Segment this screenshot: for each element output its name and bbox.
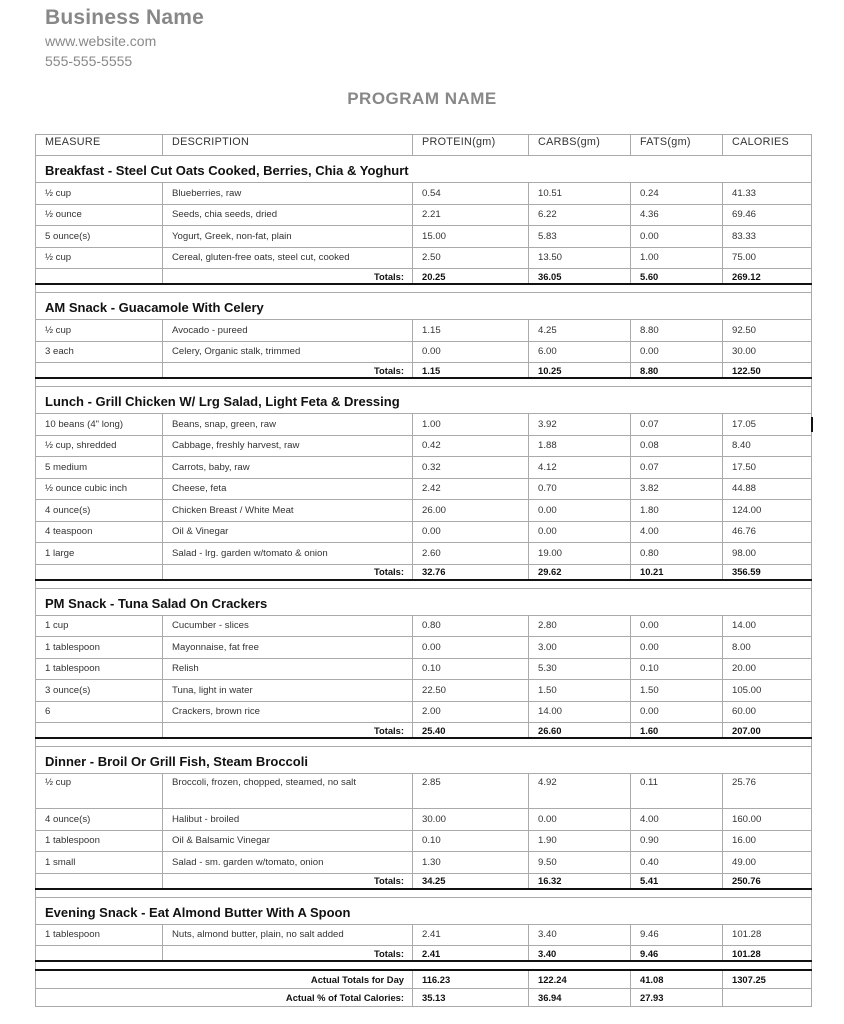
food-item-row [36, 830, 812, 852]
grand-fats: 41.08 [631, 970, 723, 989]
food-item-row [36, 637, 812, 659]
food-protein: 22.50 [413, 680, 529, 702]
food-fats: 4.00 [631, 521, 723, 543]
food-measure: ½ cup [36, 774, 163, 809]
food-item-row [36, 414, 812, 436]
food-calories: 30.00 [723, 341, 812, 363]
food-carbs: 1.50 [529, 680, 631, 702]
food-calories: 92.50 [723, 320, 812, 342]
food-fats: 9.46 [631, 924, 723, 946]
food-item-row [36, 543, 812, 565]
food-description: Mayonnaise, fat free [163, 637, 413, 659]
food-description: Crackers, brown rice [163, 701, 413, 723]
totals-protein: 1.15 [413, 363, 529, 379]
section-spacer [36, 284, 812, 293]
food-protein: 2.41 [413, 924, 529, 946]
food-item-row [36, 478, 812, 500]
food-description: Seeds, chia seeds, dried [163, 204, 413, 226]
totals-carbs: 10.25 [529, 363, 631, 379]
food-protein: 0.54 [413, 183, 529, 205]
food-measure: 1 small [36, 852, 163, 874]
food-protein: 2.00 [413, 701, 529, 723]
meal-section-header [36, 387, 812, 414]
food-description: Oil & Vinegar [163, 521, 413, 543]
food-protein: 0.32 [413, 457, 529, 479]
food-calories: 46.76 [723, 521, 812, 543]
totals-empty-cell [36, 363, 163, 379]
food-measure: 4 teaspoon [36, 521, 163, 543]
section-totals-row [36, 723, 812, 739]
totals-carbs: 16.32 [529, 873, 631, 889]
totals-protein: 2.41 [413, 946, 529, 962]
totals-label: Totals: [163, 946, 413, 962]
spacer-cell [36, 961, 812, 970]
food-calories: 69.46 [723, 204, 812, 226]
food-fats: 0.00 [631, 341, 723, 363]
food-carbs: 14.00 [529, 701, 631, 723]
spacer-cell [36, 580, 812, 589]
food-item-row [36, 247, 812, 269]
grand-carbs: 122.24 [529, 970, 631, 989]
meal-section-title: Breakfast - Steel Cut Oats Cooked, Berries, Chia & Yoghurt [36, 156, 812, 183]
food-fats: 3.82 [631, 478, 723, 500]
food-calories: 14.00 [723, 615, 812, 637]
section-spacer [36, 378, 812, 387]
totals-fats: 9.46 [631, 946, 723, 962]
totals-label: Totals: [163, 873, 413, 889]
food-protein: 1.00 [413, 414, 529, 436]
food-carbs: 4.12 [529, 457, 631, 479]
food-measure: 4 ounce(s) [36, 809, 163, 831]
food-measure: 3 each [36, 341, 163, 363]
food-description: Halibut - broiled [163, 809, 413, 831]
totals-calories: 207.00 [723, 723, 812, 739]
column-header-calories: CALORIES [723, 135, 812, 156]
food-protein: 1.15 [413, 320, 529, 342]
business-website: www.website.com [45, 33, 157, 49]
food-description: Tuna, light in water [163, 680, 413, 702]
food-calories: 41.33 [723, 183, 812, 205]
food-fats: 0.10 [631, 658, 723, 680]
food-description: Nuts, almond butter, plain, no salt added [163, 924, 413, 946]
food-carbs: 2.80 [529, 615, 631, 637]
food-fats: 0.07 [631, 414, 723, 436]
food-fats: 0.80 [631, 543, 723, 565]
food-carbs: 10.51 [529, 183, 631, 205]
food-measure: 3 ounce(s) [36, 680, 163, 702]
totals-fats: 5.41 [631, 873, 723, 889]
food-protein: 0.00 [413, 637, 529, 659]
food-measure: 1 tablespoon [36, 924, 163, 946]
food-item-row [36, 500, 812, 522]
food-calories: 8.00 [723, 637, 812, 659]
food-fats: 0.00 [631, 226, 723, 248]
food-description: Cabbage, freshly harvest, raw [163, 435, 413, 457]
food-calories: 83.33 [723, 226, 812, 248]
food-item-row [36, 457, 812, 479]
meal-section-title: PM Snack - Tuna Salad On Crackers [36, 588, 812, 615]
food-carbs: 0.00 [529, 521, 631, 543]
food-measure: ½ ounce [36, 204, 163, 226]
meal-section-header [36, 588, 812, 615]
section-spacer [36, 889, 812, 898]
food-description: Chicken Breast / White Meat [163, 500, 413, 522]
food-item-row [36, 701, 812, 723]
food-description: Oil & Balsamic Vinegar [163, 830, 413, 852]
food-calories: 49.00 [723, 852, 812, 874]
meal-section-title: Dinner - Broil Or Grill Fish, Steam Broccoli [36, 747, 812, 774]
food-fats: 8.80 [631, 320, 723, 342]
totals-carbs: 3.40 [529, 946, 631, 962]
food-measure: 1 tablespoon [36, 637, 163, 659]
meal-section-header [36, 156, 812, 183]
food-carbs: 3.40 [529, 924, 631, 946]
totals-carbs: 26.60 [529, 723, 631, 739]
meal-section-header [36, 293, 812, 320]
section-spacer [36, 738, 812, 747]
food-measure: ½ ounce cubic inch [36, 478, 163, 500]
food-protein: 2.21 [413, 204, 529, 226]
totals-carbs: 36.05 [529, 269, 631, 285]
food-carbs: 1.88 [529, 435, 631, 457]
totals-calories: 250.76 [723, 873, 812, 889]
food-item-row [36, 924, 812, 946]
program-name: PROGRAM NAME [347, 89, 497, 108]
food-description: Carrots, baby, raw [163, 457, 413, 479]
food-measure: 1 tablespoon [36, 658, 163, 680]
totals-calories: 356.59 [723, 564, 812, 580]
food-carbs: 6.00 [529, 341, 631, 363]
totals-empty-cell [36, 564, 163, 580]
food-calories: 25.76 [723, 774, 812, 809]
food-protein: 0.10 [413, 830, 529, 852]
totals-protein: 34.25 [413, 873, 529, 889]
food-item-row [36, 680, 812, 702]
food-item-row [36, 809, 812, 831]
totals-protein: 32.76 [413, 564, 529, 580]
food-fats: 0.90 [631, 830, 723, 852]
food-measure: ½ cup [36, 247, 163, 269]
totals-empty-cell [36, 946, 163, 962]
food-calories: 98.00 [723, 543, 812, 565]
food-protein: 0.42 [413, 435, 529, 457]
food-protein: 1.30 [413, 852, 529, 874]
food-fats: 0.24 [631, 183, 723, 205]
food-description: Beans, snap, green, raw [163, 414, 413, 436]
spacer-cell [36, 738, 812, 747]
food-measure: 1 tablespoon [36, 830, 163, 852]
food-calories: 17.05 [723, 414, 812, 436]
food-fats: 0.40 [631, 852, 723, 874]
food-item-row [36, 521, 812, 543]
totals-label: Totals: [163, 564, 413, 580]
food-item-row [36, 852, 812, 874]
food-measure: 5 ounce(s) [36, 226, 163, 248]
food-fats: 0.08 [631, 435, 723, 457]
grand-fats: 27.93 [631, 989, 723, 1007]
food-carbs: 5.30 [529, 658, 631, 680]
food-description: Avocado - pureed [163, 320, 413, 342]
food-calories: 17.50 [723, 457, 812, 479]
food-protein: 15.00 [413, 226, 529, 248]
food-description: Cereal, gluten-free oats, steel cut, cooked [163, 247, 413, 269]
food-description: Blueberries, raw [163, 183, 413, 205]
food-measure: 4 ounce(s) [36, 500, 163, 522]
food-fats: 1.80 [631, 500, 723, 522]
column-header-row [36, 135, 812, 156]
food-item-row [36, 183, 812, 205]
meal-section-title: Evening Snack - Eat Almond Butter With A Spoon [36, 897, 812, 924]
food-carbs: 6.22 [529, 204, 631, 226]
grand-carbs: 36.94 [529, 989, 631, 1007]
food-carbs: 9.50 [529, 852, 631, 874]
food-measure: ½ cup, shredded [36, 435, 163, 457]
food-item-row [36, 226, 812, 248]
totals-label: Totals: [163, 269, 413, 285]
food-measure: ½ cup [36, 320, 163, 342]
business-phone: 555-555-5555 [45, 53, 133, 69]
food-carbs: 19.00 [529, 543, 631, 565]
food-measure: 5 medium [36, 457, 163, 479]
food-item-row [36, 320, 812, 342]
totals-empty-cell [36, 873, 163, 889]
grand-label: Actual % of Total Calories: [36, 989, 413, 1007]
food-protein: 2.50 [413, 247, 529, 269]
food-description: Cheese, feta [163, 478, 413, 500]
margin-marker [811, 417, 813, 432]
food-measure: 1 large [36, 543, 163, 565]
section-totals-row [36, 363, 812, 379]
food-protein: 30.00 [413, 809, 529, 831]
totals-carbs: 29.62 [529, 564, 631, 580]
food-protein: 0.10 [413, 658, 529, 680]
totals-label: Totals: [163, 363, 413, 379]
food-fats: 1.00 [631, 247, 723, 269]
meal-section-title: AM Snack - Guacamole With Celery [36, 293, 812, 320]
food-measure: 6 [36, 701, 163, 723]
section-spacer [36, 961, 812, 970]
food-fats: 1.50 [631, 680, 723, 702]
totals-fats: 8.80 [631, 363, 723, 379]
column-header-protein: PROTEIN(gm) [413, 135, 529, 156]
food-protein: 0.00 [413, 341, 529, 363]
food-carbs: 3.00 [529, 637, 631, 659]
food-carbs: 4.25 [529, 320, 631, 342]
column-header-description: DESCRIPTION [163, 135, 413, 156]
totals-protein: 25.40 [413, 723, 529, 739]
section-totals-row [36, 564, 812, 580]
food-protein: 2.85 [413, 774, 529, 809]
food-protein: 26.00 [413, 500, 529, 522]
food-carbs: 1.90 [529, 830, 631, 852]
food-description: Relish [163, 658, 413, 680]
actual-percent-row [36, 989, 812, 1007]
food-calories: 8.40 [723, 435, 812, 457]
spacer-cell [36, 284, 812, 293]
food-carbs: 0.70 [529, 478, 631, 500]
meal-section-header [36, 747, 812, 774]
totals-calories: 101.28 [723, 946, 812, 962]
food-fats: 0.00 [631, 615, 723, 637]
food-fats: 0.07 [631, 457, 723, 479]
totals-calories: 122.50 [723, 363, 812, 379]
food-description: Celery, Organic stalk, trimmed [163, 341, 413, 363]
food-protein: 2.60 [413, 543, 529, 565]
food-carbs: 0.00 [529, 500, 631, 522]
food-measure: 1 cup [36, 615, 163, 637]
section-totals-row [36, 873, 812, 889]
actual-totals-row [36, 970, 812, 989]
food-calories: 44.88 [723, 478, 812, 500]
section-totals-row [36, 269, 812, 285]
section-totals-row [36, 946, 812, 962]
column-header-measure: MEASURE [36, 135, 163, 156]
food-fats: 0.11 [631, 774, 723, 809]
food-calories: 124.00 [723, 500, 812, 522]
food-carbs: 13.50 [529, 247, 631, 269]
food-calories: 105.00 [723, 680, 812, 702]
food-carbs: 5.83 [529, 226, 631, 248]
food-carbs: 3.92 [529, 414, 631, 436]
meal-section-title: Lunch - Grill Chicken W/ Lrg Salad, Light Feta & Dressing [36, 387, 812, 414]
grand-calories: 1307.25 [723, 970, 812, 989]
grand-protein: 35.13 [413, 989, 529, 1007]
section-spacer [36, 580, 812, 589]
food-protein: 0.00 [413, 521, 529, 543]
food-measure: ½ cup [36, 183, 163, 205]
meal-plan-table [35, 134, 812, 1007]
food-carbs: 0.00 [529, 809, 631, 831]
meal-section-header [36, 897, 812, 924]
food-description: Cucumber - slices [163, 615, 413, 637]
food-item-row [36, 615, 812, 637]
food-item-row [36, 774, 812, 809]
grand-label: Actual Totals for Day [36, 970, 413, 989]
spacer-cell [36, 889, 812, 898]
spacer-cell [36, 378, 812, 387]
totals-fats: 1.60 [631, 723, 723, 739]
business-header [45, 6, 204, 70]
food-item-row [36, 204, 812, 226]
food-protein: 2.42 [413, 478, 529, 500]
food-description: Salad - lrg. garden w/tomato & onion [163, 543, 413, 565]
totals-calories: 269.12 [723, 269, 812, 285]
food-item-row [36, 341, 812, 363]
food-calories: 101.28 [723, 924, 812, 946]
food-fats: 4.00 [631, 809, 723, 831]
food-calories: 16.00 [723, 830, 812, 852]
food-item-row [36, 658, 812, 680]
food-description: Yogurt, Greek, non-fat, plain [163, 226, 413, 248]
food-calories: 160.00 [723, 809, 812, 831]
totals-empty-cell [36, 723, 163, 739]
food-fats: 0.00 [631, 637, 723, 659]
food-protein: 0.80 [413, 615, 529, 637]
food-calories: 60.00 [723, 701, 812, 723]
totals-empty-cell [36, 269, 163, 285]
food-fats: 0.00 [631, 701, 723, 723]
food-measure: 10 beans (4" long) [36, 414, 163, 436]
column-header-carbs: CARBS(gm) [529, 135, 631, 156]
grand-protein: 116.23 [413, 970, 529, 989]
food-calories: 20.00 [723, 658, 812, 680]
grand-calories [723, 989, 812, 1007]
column-header-fats: FATS(gm) [631, 135, 723, 156]
food-description: Broccoli, frozen, chopped, steamed, no salt [163, 774, 413, 809]
food-fats: 4.36 [631, 204, 723, 226]
totals-fats: 10.21 [631, 564, 723, 580]
totals-label: Totals: [163, 723, 413, 739]
totals-protein: 20.25 [413, 269, 529, 285]
food-carbs: 4.92 [529, 774, 631, 809]
food-item-row [36, 435, 812, 457]
food-description: Salad - sm. garden w/tomato, onion [163, 852, 413, 874]
food-calories: 75.00 [723, 247, 812, 269]
business-name: Business Name [45, 6, 205, 29]
totals-fats: 5.60 [631, 269, 723, 285]
